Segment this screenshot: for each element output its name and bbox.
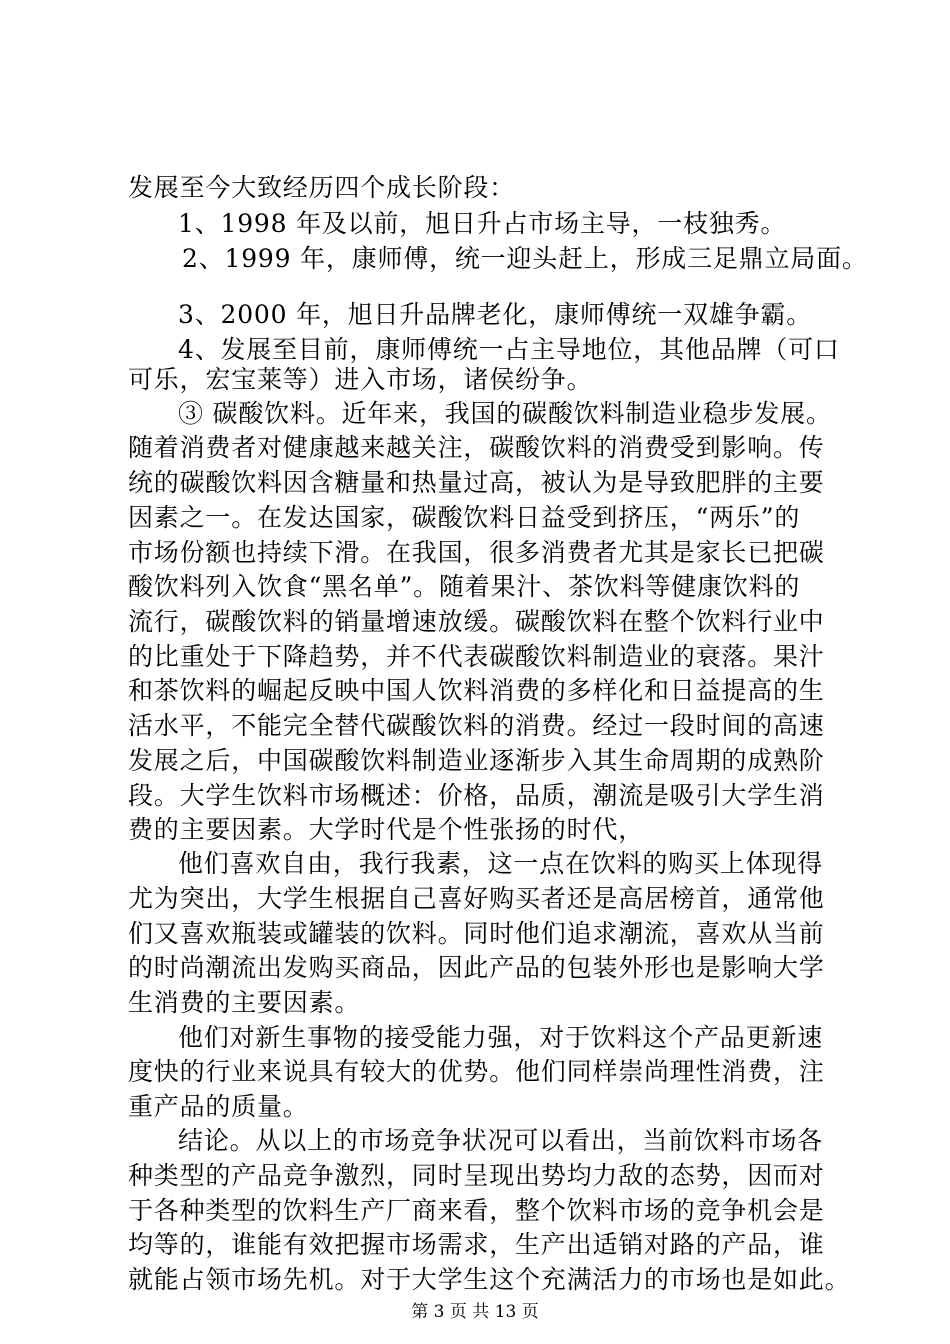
text-line: 的比重处于下降趋势，并不代表碳酸饮料制造业的衰落。果汁 (128, 642, 825, 671)
text-line: 他们对新生事物的接受能力强，对于饮料这个产品更新速 (178, 1023, 824, 1052)
text-line: 就能占领市场先机。对于大学生这个充满活力的市场也是如此。 (128, 1265, 851, 1294)
text-line: 均等的，谁能有效把握市场需求，生产出适销对路的产品，谁 (128, 1230, 825, 1259)
text-line: 2、1999 年，康师傅，统一迎头赶上，形成三足鼎立局面。 (182, 244, 868, 273)
text-line: 段。大学生饮料市场概述：价格，品质，潮流是吸引大学生消 (128, 781, 825, 810)
text-line: 统的碳酸饮料因含糖量和热量过高，被认为是导致肥胖的主要 (128, 468, 825, 497)
text-line: 随着消费者对健康越来越关注，碳酸饮料的消费受到影响。传 (128, 433, 825, 462)
page-number: 第 3 页 共 13 页 (411, 1302, 539, 1322)
text-line: 可乐，宏宝莱等）进入市场，诸侯纷争。 (128, 365, 593, 394)
text-line: 生消费的主要因素。 (128, 988, 361, 1017)
text-line: 4、发展至目前，康师傅统一占主导地位，其他品牌（可口 (178, 335, 840, 364)
text-line: 重产品的质量。 (128, 1092, 309, 1121)
text-line: 发展至今大致经历四个成长阶段： (128, 173, 516, 202)
text-line: 种类型的产品竞争激烈，同时呈现出势均力敌的态势，因而对 (128, 1161, 825, 1190)
text-line: 于各种类型的饮料生产厂商来看，整个饮料市场的竞争机会是 (128, 1196, 825, 1225)
text-line: 的时尚潮流出发购买商品，因此产品的包装外形也是影响大学 (128, 953, 825, 982)
text-line: 酸饮料列入饮食“黑名单”。随着果汁、茶饮料等健康饮料的 (128, 572, 801, 601)
text-line: 度快的行业来说具有较大的优势。他们同样崇尚理性消费，注 (128, 1057, 825, 1086)
text-line: 流行，碳酸饮料的销量增速放缓。碳酸饮料在整个饮料行业中 (128, 607, 825, 636)
text-line: 结论。从以上的市场竞争状况可以看出，当前饮料市场各 (178, 1126, 824, 1155)
text-line: 1、1998 年及以前，旭日升占市场主导，一枝独秀。 (178, 209, 787, 238)
text-line: 和茶饮料的崛起反映中国人饮料消费的多样化和日益提高的生 (128, 676, 825, 705)
text-line: 市场份额也持续下滑。在我国，很多消费者尤其是家长已把碳 (128, 538, 825, 567)
text-line: 尤为突出，大学生根据自己喜好购买者还是高居榜首，通常他 (128, 884, 825, 913)
text-line: 他们喜欢自由，我行我素，这一点在饮料的购买上体现得 (178, 849, 824, 878)
text-line: 们又喜欢瓶装或罐装的饮料。同时他们追求潮流，喜欢从当前 (128, 919, 825, 948)
text-line: 费的主要因素。大学时代是个性张扬的时代， (128, 815, 645, 844)
text-line: 发展之后，中国碳酸饮料制造业逐渐步入其生命周期的成熟阶 (128, 746, 825, 775)
text-line: ③ 碳酸饮料。近年来，我国的碳酸饮料制造业稳步发展。 (178, 399, 832, 428)
text-line: 3、2000 年，旭日升品牌老化，康师傅统一双雄争霸。 (178, 300, 813, 329)
text-line: 因素之一。在发达国家，碳酸饮料日益受到挤压，“两乐”的 (128, 503, 801, 532)
text-line: 活水平，不能完全替代碳酸饮料的消费。经过一段时间的高速 (128, 711, 825, 740)
